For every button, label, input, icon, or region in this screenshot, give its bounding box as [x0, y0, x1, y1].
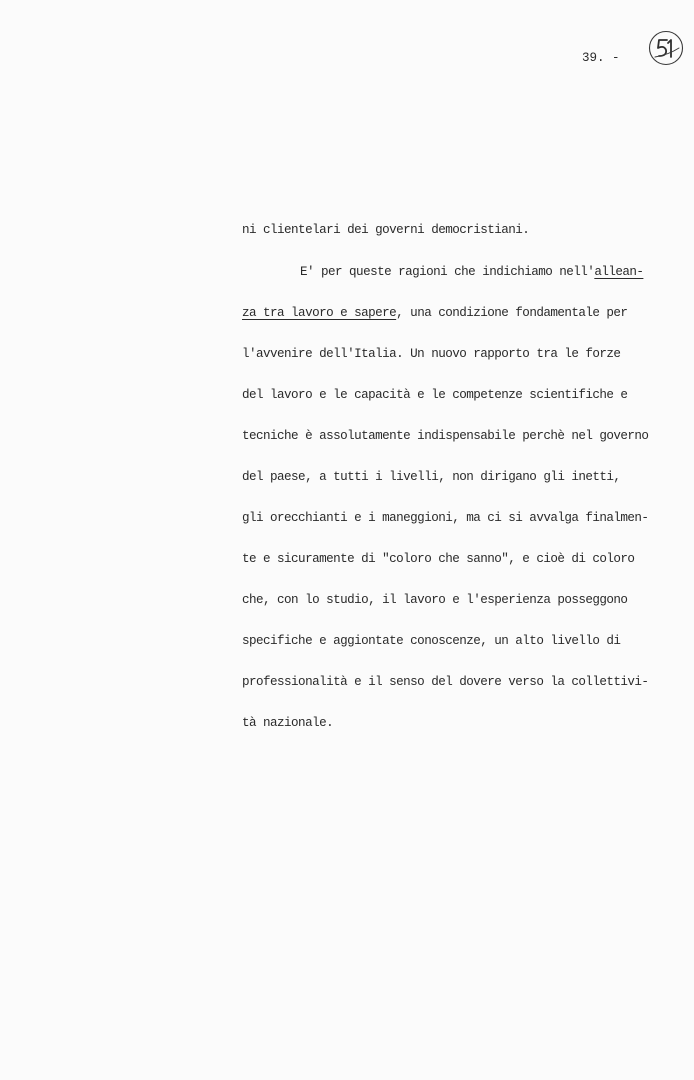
text-line: che, con lo studio, il lavoro e l'esperienza posseggono [242, 593, 628, 607]
text-line: te e sicuramente di "coloro che sanno", e cioè di coloro [242, 552, 635, 566]
text-line: l'avvenire dell'Italia. Un nuovo rapporto tra le forze [242, 347, 621, 361]
underlined-phrase: allean- [594, 265, 644, 279]
text-line: tecniche è assolutamente indispensabile perchè nel governo [242, 429, 649, 443]
text-line [242, 305, 627, 321]
text-line [300, 264, 643, 280]
text-line: professionalità e il senso del dovere verso la collettivi- [242, 675, 649, 689]
text-line: del paese, a tutti i livelli, non dirigano gli inetti, [242, 470, 621, 484]
text-line: specifiche e aggiontate conoscenze, un alto livello di [242, 634, 621, 648]
text-line: gli orecchianti e i maneggioni, ma ci si avvalga finalmen- [242, 511, 649, 525]
page-number: 39. - [582, 51, 620, 65]
text-line: tà nazionale. [242, 716, 334, 730]
underlined-phrase: za tra lavoro e sapere [242, 306, 397, 320]
text-segment: , una condizione fondamentale per [396, 306, 628, 320]
text-line: del lavoro e le capacità e le competenze scientifiche e [242, 388, 628, 402]
text-line: ni clientelari dei governi democristiani. [242, 223, 530, 237]
text-segment: E' per queste ragioni che indichiamo nell' [300, 265, 595, 279]
